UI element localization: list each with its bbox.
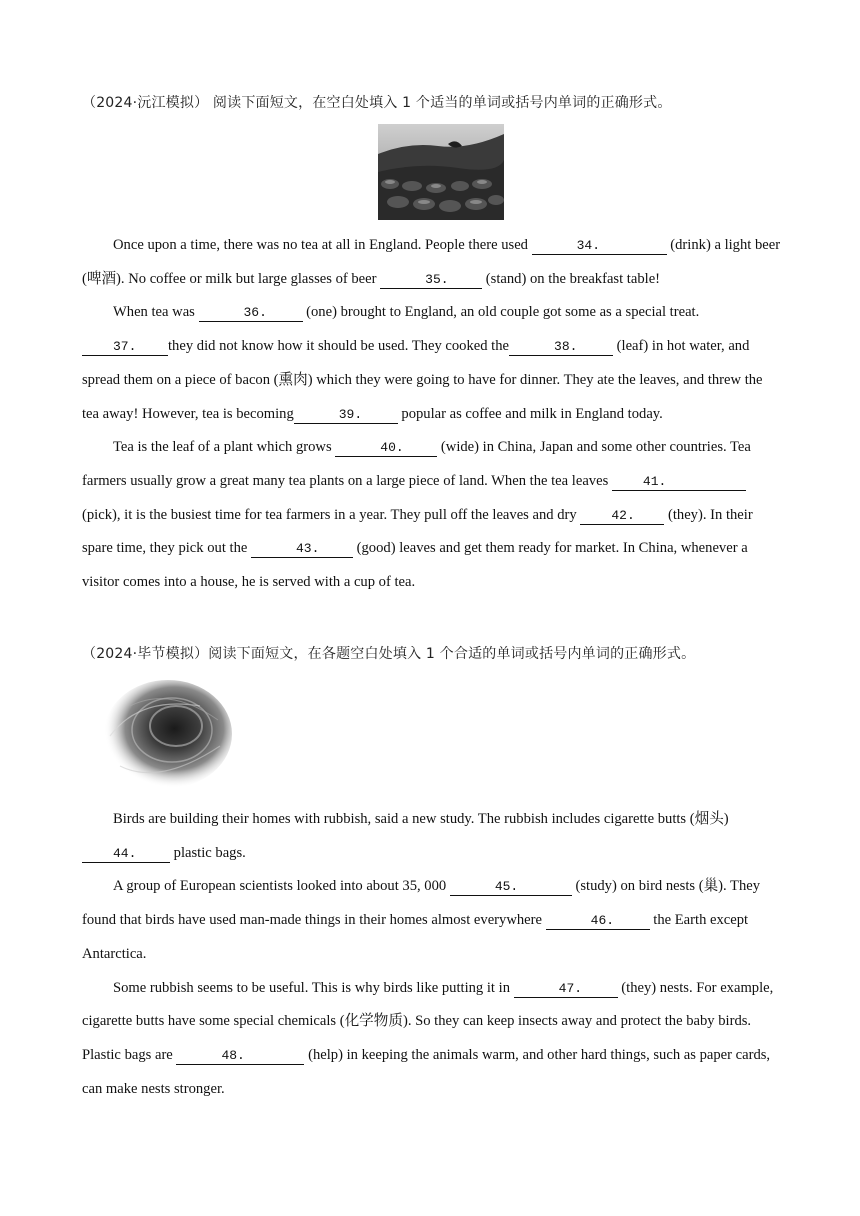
passage-text: (pick), it is the busiest time for tea farmers in a year. They pull off the leaves and dry (82, 506, 581, 523)
passage-text: (drink) a light beer (啤酒). No coffee or milk but large glasses of beer (82, 237, 781, 287)
passage-text: (study) on bird nests (巢). They found that birds have used man-made things in their homes almost everywhere (82, 878, 761, 929)
passage-text: popular as coffee and milk in England today. (397, 405, 663, 422)
passage-text: (they) nests. For example, cigarette butts have some special chemicals (化学物质). So they can keep insects away and protect the baby birds. Plastic bags are (82, 979, 774, 1063)
paragraph (82, 803, 782, 870)
paragraph (82, 296, 782, 431)
answer-blank-43[interactable]: 43. (251, 541, 353, 558)
answer-blank-37[interactable]: 37. (82, 339, 168, 356)
answer-blank-41[interactable]: 41. (612, 474, 746, 491)
bird-nest-photo (100, 676, 234, 792)
answer-blank-46[interactable]: 46. (546, 913, 650, 930)
answer-blank-48[interactable]: 48. (176, 1048, 304, 1065)
tea-plantation-photo (378, 124, 504, 220)
answer-blank-47[interactable]: 47. (514, 981, 618, 998)
passage-text: (good) leaves and get them ready for market. In China, whenever a visitor comes into a house, he is served with a cup of tea. (82, 540, 748, 591)
paragraph (82, 972, 782, 1107)
passage-text: A group of European scientists looked into about 35, 000 (113, 878, 450, 895)
passage-text: they did not know how it should be used. They cooked the (168, 338, 510, 355)
answer-blank-39[interactable]: 39. (294, 407, 398, 424)
passage-text: the Earth except Antarctica. (82, 912, 749, 962)
answer-blank-42[interactable]: 42. (580, 508, 664, 525)
passage-text: Tea is the leaf of a plant which grows (113, 439, 336, 456)
section1-passage (82, 229, 782, 600)
answer-blank-40[interactable]: 40. (335, 440, 437, 457)
passage-text: When tea was (113, 304, 199, 321)
passage-text: Once upon a time, there was no tea at all in England. People there used (113, 237, 532, 253)
passage-text: (help) in keeping the animals warm, and other hard things, such as paper cards, can make nests stronger. (82, 1046, 771, 1097)
paragraph (82, 229, 782, 296)
passage-text: (stand) on the breakfast table! (482, 270, 661, 287)
answer-blank-36[interactable]: 36. (199, 305, 303, 322)
passage-text: (one) brought to England, an old couple got some as a special treat. (302, 304, 700, 321)
section1-heading: （2024·沅江模拟） 阅读下面短文，在空白处填入 1 个适当的单词或括号内单词的正确形式。 (82, 95, 672, 111)
paragraph (82, 431, 782, 600)
passage-text: Birds are building their homes with rubbish, said a new study. The rubbish includes cigarette butts (烟头) (113, 811, 729, 827)
passage-text: (wide) in China, Japan and some other countries. Tea farmers usually grow a great many tea plants on a large piece of land. When the tea leaves (82, 439, 751, 489)
section2-passage (82, 803, 782, 1106)
passage-text: plastic bags. (170, 844, 246, 861)
passage-text: (they). In their spare time, they pick out the (82, 506, 753, 557)
answer-blank-45[interactable]: 45. (450, 879, 572, 896)
section2-heading: （2024·毕节模拟）阅读下面短文，在各题空白处填入 1 个合适的单词或括号内单词的正确形式。 (82, 646, 696, 662)
answer-blank-38[interactable]: 38. (509, 339, 613, 356)
answer-blank-44[interactable]: 44. (82, 846, 170, 863)
passage-text: (leaf) in hot water, and spread them on a piece of bacon (熏肉) which they were going to have for dinner. They ate the leaves, and threw the tea away! However, tea is becoming (82, 338, 763, 422)
paragraph (82, 870, 782, 971)
answer-blank-34[interactable]: 34. (532, 238, 667, 255)
answer-blank-35[interactable]: 35. (380, 272, 482, 289)
passage-text: Some rubbish seems to be useful. This is why birds like putting it in (113, 979, 514, 996)
